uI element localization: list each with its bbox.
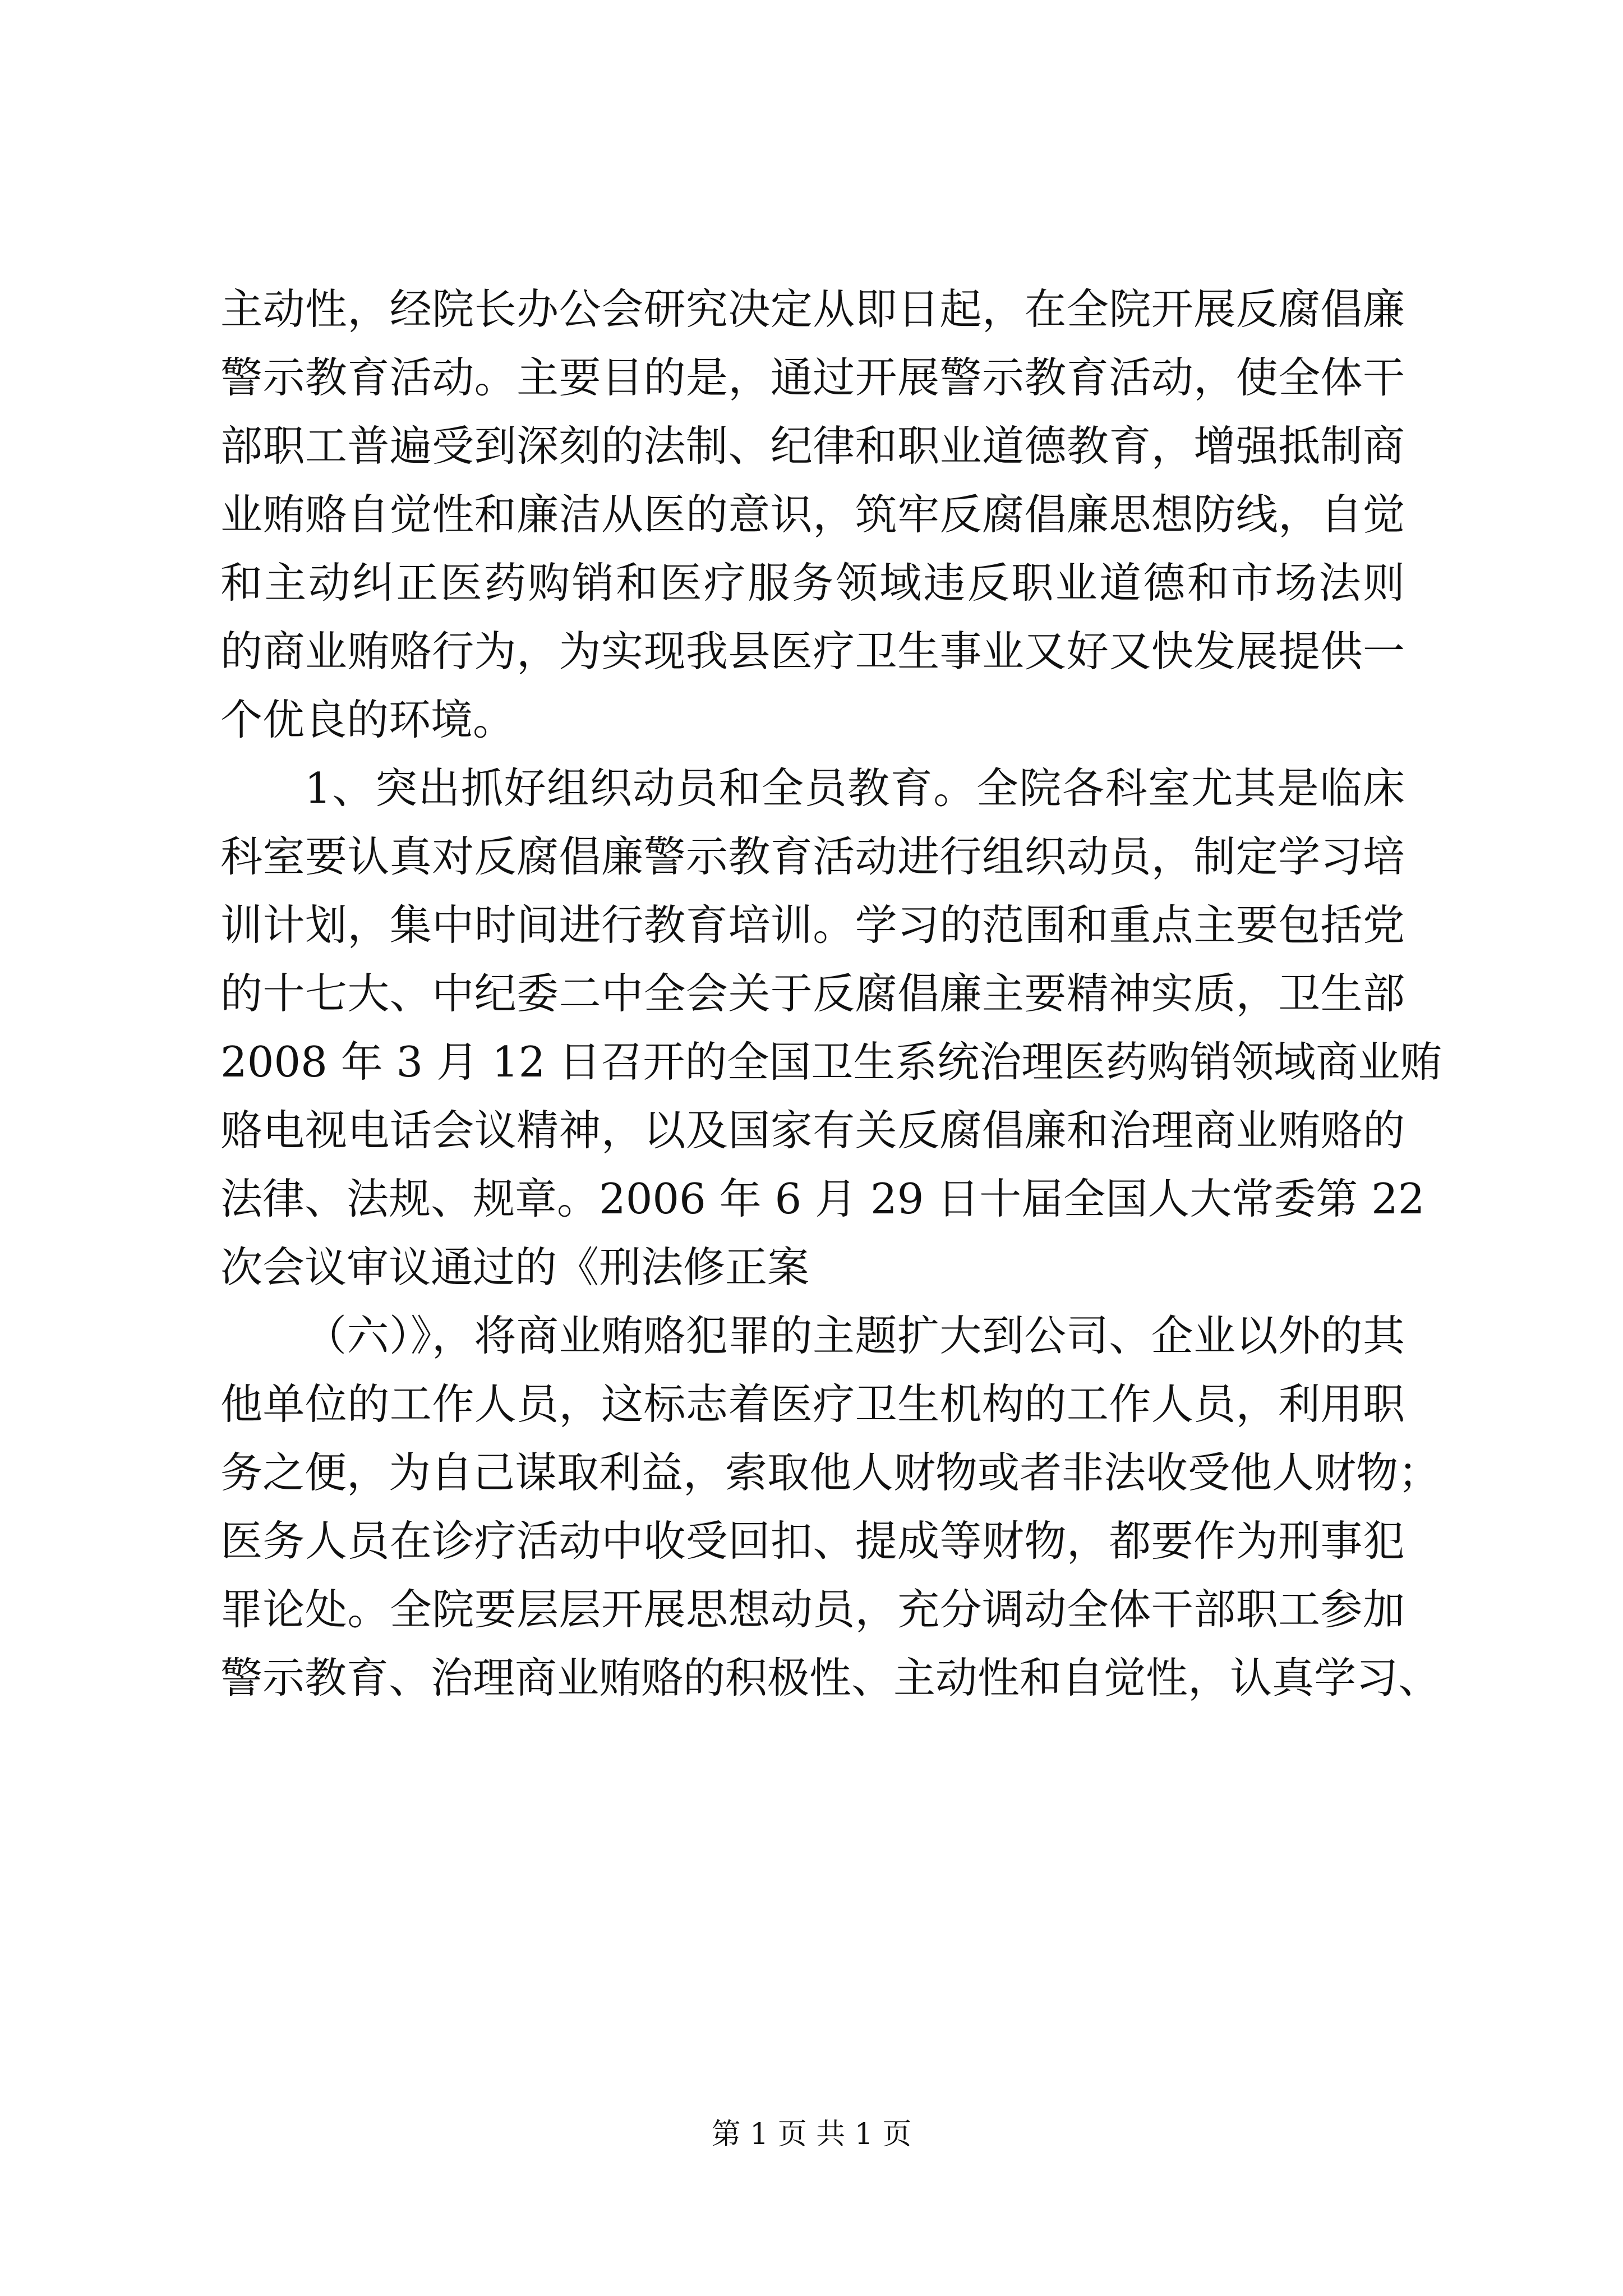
page-footer (0, 2118, 1623, 2151)
text-line: （六）》，将商业贿赂犯罪的主题扩大到公司、企业以外的其 (305, 1311, 1405, 1360)
document-body (220, 275, 1442, 1712)
text-line: 部职工普遍受到深刻的法制、纪律和职业道德教育，增强抵制商 (220, 421, 1405, 471)
paragraph-3 (220, 1301, 1441, 1712)
text-line: 主动性，经院长办公会研究决定从即日起，在全院开展反腐倡廉 (220, 284, 1405, 334)
text-line: 警示教育、治理商业贿赂的积极性、主动性和自觉性，认真学习、 (220, 1653, 1441, 1703)
text-line: 科室要认真对反腐倡廉警示教育活动进行组织动员，制定学习培 (220, 832, 1405, 881)
page-number: 第 1 页 共 1 页 (711, 2118, 912, 2151)
paragraph-2 (220, 754, 1442, 1301)
text-line: 罪论处。全院要层层开展思想动员，充分调动全体干部职工参加 (220, 1585, 1405, 1634)
text-line: 法律、法规、规章。2006 年 6 月 29 日十届全国人大常委第 22 (220, 1174, 1425, 1223)
text-line: 医务人员在诊疗活动中收受回扣、提成等财物，都要作为刑事犯 (220, 1516, 1405, 1566)
text-line: 和主动纠正医药购销和医疗服务领域违反职业道德和市场法则 (220, 558, 1405, 608)
text-line: 业贿赂自觉性和廉洁从医的意识，筑牢反腐倡廉思想防线，自觉 (220, 490, 1405, 539)
text-line: 1、突出抓好组织动员和全员教育。全院各科室尤其是临床 (305, 763, 1405, 813)
text-line: 训计划，集中时间进行教育培训。学习的范围和重点主要包括党 (220, 900, 1405, 950)
text-line: 个优良的环境。 (220, 695, 515, 744)
text-line: 警示教育活动。主要目的是，通过开展警示教育活动，使全体干 (220, 353, 1405, 402)
text-line: 次会议审议通过的《刑法修正案 (220, 1243, 810, 1292)
text-line: 他单位的工作人员，这标志着医疗卫生机构的工作人员，利用职 (220, 1379, 1405, 1429)
text-line: 的商业贿赂行为，为实现我县医疗卫生事业又好又快发展提供一 (220, 627, 1405, 676)
text-line: 赂电视电话会议精神，以及国家有关反腐倡廉和治理商业贿赂的 (220, 1106, 1405, 1155)
text-line: 2008 年 3 月 12 日召开的全国卫生系统治理医药购销领域商业贿 (220, 1037, 1442, 1087)
text-line: 务之便，为自己谋取利益，索取他人财物或者非法收受他人财物； (220, 1448, 1441, 1497)
paragraph-1 (220, 275, 1405, 754)
text-line: 的十七大、中纪委二中全会关于反腐倡廉主要精神实质，卫生部 (220, 969, 1405, 1018)
